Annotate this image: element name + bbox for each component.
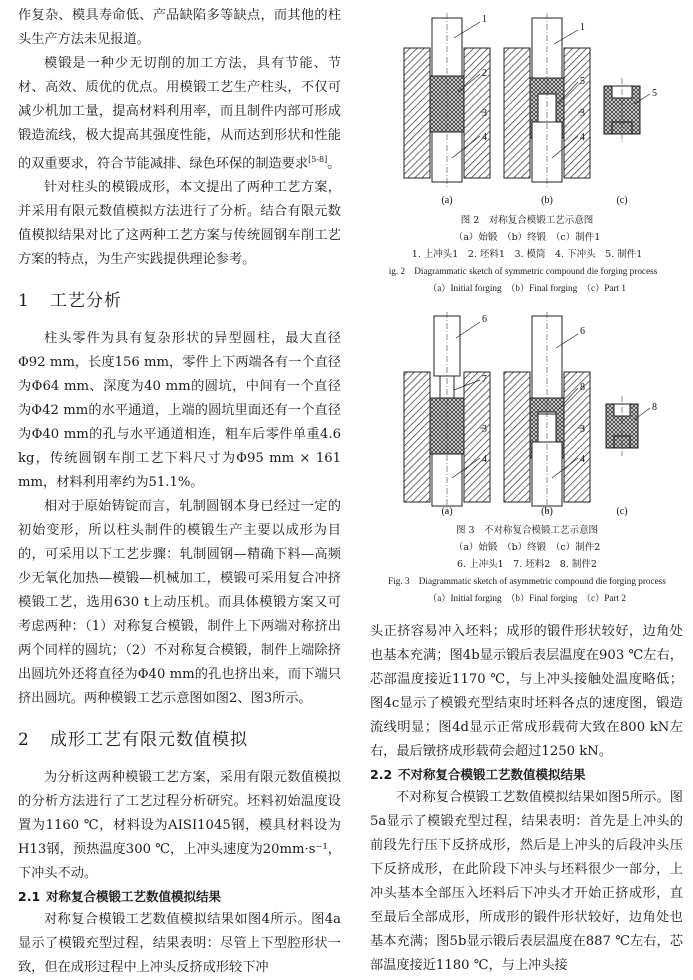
fig3-part-label: 4 (482, 454, 487, 465)
subsection-heading-2-1: 2.1 对称复合模锻工艺数值模拟结果 (18, 889, 222, 905)
fig3-caption-parts: 6. 上冲头1 7. 坯料2 8. 制件2 (457, 559, 597, 570)
fig2-label-c: (c) (616, 195, 628, 206)
fig2-part-label: 4 (482, 132, 487, 143)
fig3-caption-sub: （a）始锻 （b）终锻 （c）制件2 (453, 542, 601, 553)
fig2-caption-parts: 1. 上冲头1 2. 坯料1 3. 模筒 4. 下冲头 5. 制件1 (411, 249, 643, 260)
paragraph-symmetric-results-cont: 头正挤容易冲入坯料；成形的锻件形状较好，边角处也基本充满；图4b显示锻后表层温度在903 ℃左右，芯部温度接近1170 ℃，与上冲头接触处温度略低；图4c显示了模锻充型结束时坯料各点的速度图，锻造流线明显；图4d显示正常成形载荷大致在800 kN左右，最后镦挤成形载荷会超过1250 kN。 (370, 624, 683, 759)
fig3-part-label: 7 (482, 374, 487, 385)
fig2-caption-en: ig. 2 Diagrammatic sketch of symmetric compound die forging process (388, 266, 658, 276)
fig3-part-label: 8 (652, 402, 657, 413)
fig2-panel-b (504, 13, 590, 188)
fig2-part-label: 4 (580, 132, 585, 143)
fig3-panel-b (504, 312, 590, 512)
fig2-part-label: 1 (482, 14, 487, 25)
fig3-label-c: (c) (616, 506, 628, 516)
paragraph-part-description: 柱头零件为具有复杂形状的异型圆柱，最大直径Φ92 mm，长度156 mm，零件上下两端各有一个直径为Φ64 mm、深度为40 mm的圆坑，中间有一个直径为Φ42 mm的水平通道，上端的圆坑里面还有一个直径为Φ40 mm的孔与水平通道相连，粗车后零件单重4.6 kg，传统圆钢车削工艺下料尺寸为Φ95 mm × 161 mm，材料利用率约为51.1%。 (18, 331, 341, 491)
fig2-panel-c (604, 78, 640, 142)
fig2-caption-sub: （a）始锻 （b）终锻 （c）制件1 (453, 232, 601, 243)
left-column (18, 4, 341, 980)
fig3-part-label: 3 (580, 424, 585, 435)
fig2-label-b: (b) (541, 195, 553, 206)
fig3-panel-c (606, 396, 638, 456)
fig2-part-label: 3 (580, 108, 585, 119)
fig3-part-label: 8 (580, 382, 585, 393)
citation: [5-8] (308, 155, 328, 164)
fig2-caption-title: 图 2 对称复合模锻工艺示意图 (460, 215, 594, 226)
paragraph-intro-end: 作复杂、模具寿命低、产品缺陷多等缺点，而其他的柱头生产方法未见报道。 (18, 8, 341, 47)
fig3-caption-en: Fig. 3 Diagrammatic sketch of asymmetric compound die forging process (388, 576, 666, 586)
fig2-part-label: 1 (580, 22, 585, 33)
paragraph-process-steps: 相对于原始铸锭而言，轧制圆钢本身已经过一定的初始变形，所以柱头制件的模锻生产主要以成形为目的，可采用以下工艺步骤：轧制圆钢—精确下料—高频少无氧化加热—模锻—机械加工，模锻可采用复合冲挤模锻工艺，选用630 t上动压机。而具体模锻方案又可考虑两种：（1）对称复合模锻，制件上下两端对称挤出两个同样的圆坑；（2）不对称复合模锻，制件上端除挤出圆坑外还将直径为Φ40 mm的孔也挤出来，而下端只挤出圆坑。两种模锻工艺示意图如图2、图3所示。 (18, 499, 341, 707)
fig3-caption-title: 图 3 不对称复合模锻工艺示意图 (455, 525, 599, 536)
fig3-part-label: 6 (482, 314, 487, 325)
figure-2 (372, 8, 682, 297)
fig2-part-label: 3 (482, 108, 487, 119)
paragraph-die-forging: 模锻是一种少无切削的加工方法，具有节能、节材、高效、质优的优点。用模锻工艺生产柱头，不仅可减少机加工量，提高材料利用率，而且制件内部可形成锻造流线，极大提高其强度性能，从而达到形状和性能的双重要求，符合节能减排、绿色环保的制造要求[5-8]。 (18, 56, 341, 172)
fig3-part-label: 6 (580, 326, 585, 337)
fig2-label-a: (a) (441, 195, 453, 206)
fig3-part-label: 3 (482, 424, 487, 435)
paragraph-proposal: 针对柱头的模锻成形，本文提出了两种工艺方案，并采用有限元数值模拟方法进行了分析。结合有限元数值模拟结果对比了这两种工艺方案与传统圆钢车削工艺方案的特点，为生产实践提供理论参考。 (18, 180, 341, 268)
paragraph-asymmetric-results: 不对称复合模锻工艺数值模拟结果如图5所示。图5a显示了模锻充型过程，结果表明：首先是上冲头的前段先行压下反挤成形，然后是上冲头的后段冲头压下反挤成形，在此阶段下冲头与坯料很少一部分，上冲头基本全部压入坯料后下冲头才开始正挤成形，直至最后全部成形，所成形的锻件形状较好，边角处也基本充满；图5b显示锻后表层温度在887 ℃左右，芯部温度接近1180 ℃，与上冲头接 (370, 790, 683, 973)
fig3-part-label: 4 (580, 454, 585, 465)
fig3-label-a: (a) (441, 506, 453, 516)
fig2-part-label: 2 (482, 68, 487, 79)
figure-2-diagram (372, 8, 682, 208)
paragraph-symmetric-results: 对称复合模锻工艺数值模拟结果如图4所示。图4a显示了模锻充型过程，结果表明：尽管上下型腔形状一致，但在成形过程中上冲头反挤成形较下冲 (18, 912, 341, 976)
section-heading-1: 1 工艺分析 (18, 291, 122, 312)
fig2-panel-a (404, 13, 490, 188)
fig2-caption-en-sub: （a）Initial forging （b）Final forging （c）Part 1 (428, 283, 626, 293)
subsection-heading-2-2: 2.2 不对称复合模锻工艺数值模拟结果 (370, 767, 586, 782)
figure-3 (372, 308, 682, 607)
fig3-caption-en-sub: （a）Initial forging （b）Final forging （c）Part 2 (428, 593, 626, 603)
fig3-label-b: (b) (541, 506, 553, 516)
right-column (370, 620, 683, 978)
fig2-part-label: 5 (652, 88, 657, 99)
fig2-part-label: 5 (580, 76, 585, 87)
section-heading-2: 2 成形工艺有限元数值模拟 (18, 730, 248, 751)
fig3-panel-a (404, 312, 490, 512)
paragraph-simulation-setup: 为分析这两种模锻工艺方案，采用有限元数值模拟的分析方法进行了工艺过程分析研究。坯料初始温度设置为1160 ℃，材料设为AISI1045钢，模具材料设为H13钢，预热温度300 ℃，上冲头速度为20mm·s⁻¹，下冲头不动。 (18, 770, 341, 882)
figure-3-diagram (372, 308, 682, 516)
